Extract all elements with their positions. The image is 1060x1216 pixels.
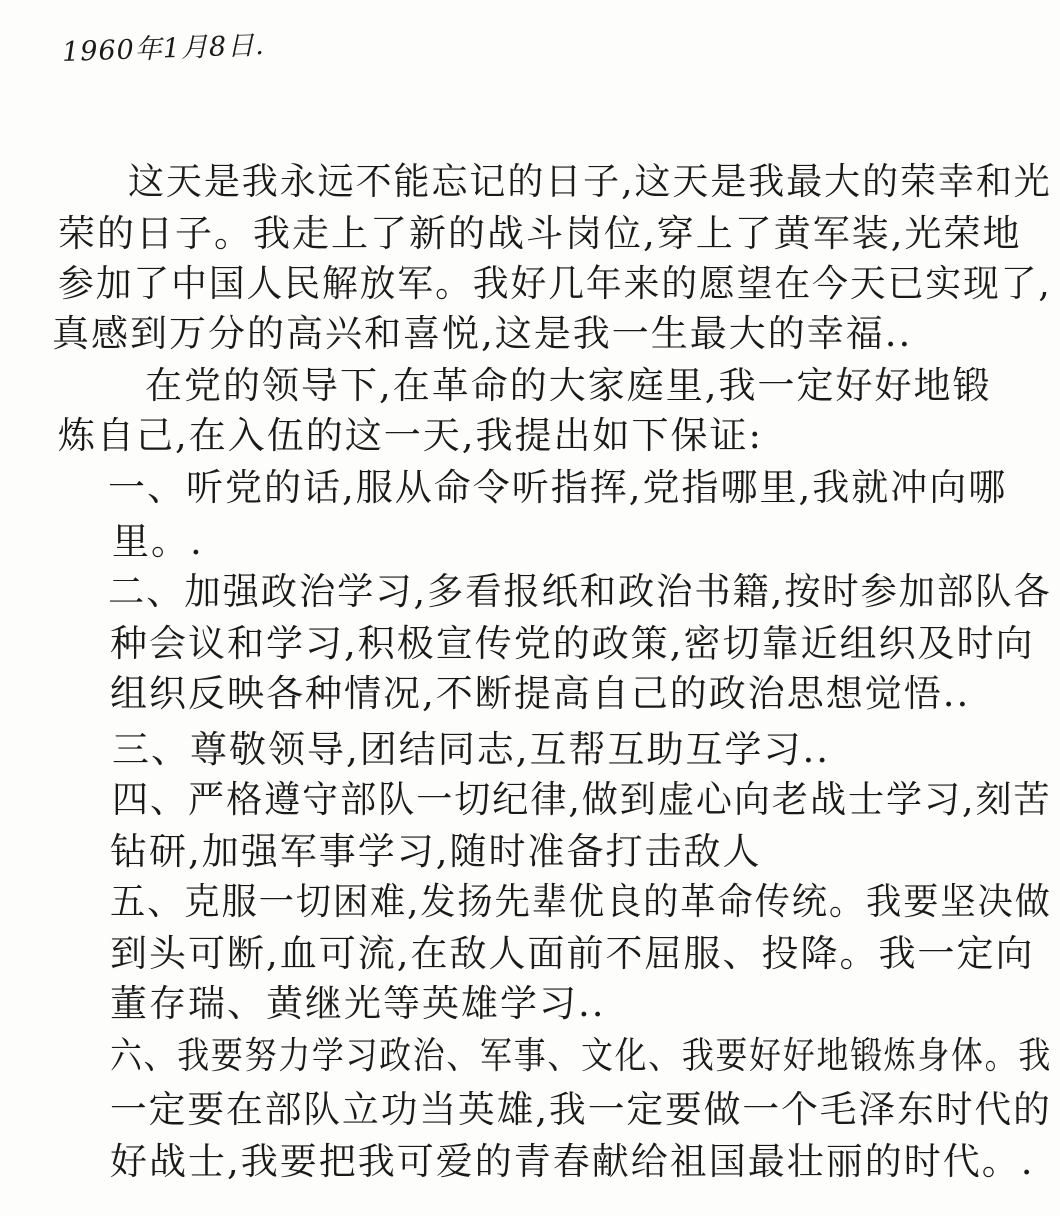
diary-line-5: 在党的领导下,在革命的大家庭里,我一定好好地锻 — [145, 364, 992, 407]
diary-date: 1960年1月8日. — [61, 29, 266, 68]
diary-line-9: 二、加强政治学习,多看报纸和政治书籍,按时参加部队各 — [108, 570, 1052, 613]
diary-line-19: 一定要在部队立功当英雄,我一定要做一个毛泽东时代的 — [110, 1088, 1052, 1131]
diary-line-14: 钻研,加强军事学习,随时准备打击敌人 — [110, 830, 762, 873]
diary-line-8: 里。. — [112, 520, 204, 563]
diary-line-4: 真感到万分的高兴和喜悦,这是我一生最大的幸福.. — [52, 312, 913, 355]
diary-line-6: 炼自己,在入伍的这一天,我提出如下保证: — [58, 414, 763, 457]
diary-line-7: 一、听党的话,服从命令听指挥,党指哪里,我就冲向哪 — [108, 466, 1008, 509]
diary-line-10: 种会议和学习,积极宣传党的政策,密切靠近组织及时向 — [110, 622, 1035, 665]
diary-line-17: 董存瑞、黄继光等英雄学习.. — [110, 982, 606, 1025]
diary-line-12: 三、尊敬领导,团结同志,互帮互助互学习.. — [112, 728, 831, 771]
diary-line-2: 荣的日子。我走上了新的战斗岗位,穿上了黄军装,光荣地 — [58, 212, 1022, 255]
diary-line-15: 五、克服一切困难,发扬先辈优良的革命传统。我要坚决做 — [110, 880, 1052, 923]
diary-line-11: 组织反映各种情况,不断提高自己的政治思想觉悟.. — [110, 672, 971, 715]
diary-line-3: 参加了中国人民解放军。我好几年来的愿望在今天已实现了, — [58, 262, 1052, 305]
diary-line-1: 这天是我永远不能忘记的日子,这天是我最大的荣幸和光 — [128, 160, 1052, 203]
diary-line-18: 六、我要努力学习政治、军事、文化、我要好好地锻炼身体。我 — [110, 1034, 1052, 1077]
diary-line-20: 好战士,我要把我可爱的青春献给祖国最壮丽的时代。. — [110, 1140, 1035, 1183]
diary-line-16: 到头可断,血可流,在敌人面前不屈服、投降。我一定向 — [110, 932, 1035, 975]
diary-line-13: 四、严格遵守部队一切纪律,做到虚心向老战士学习,刻苦 — [112, 778, 1052, 821]
